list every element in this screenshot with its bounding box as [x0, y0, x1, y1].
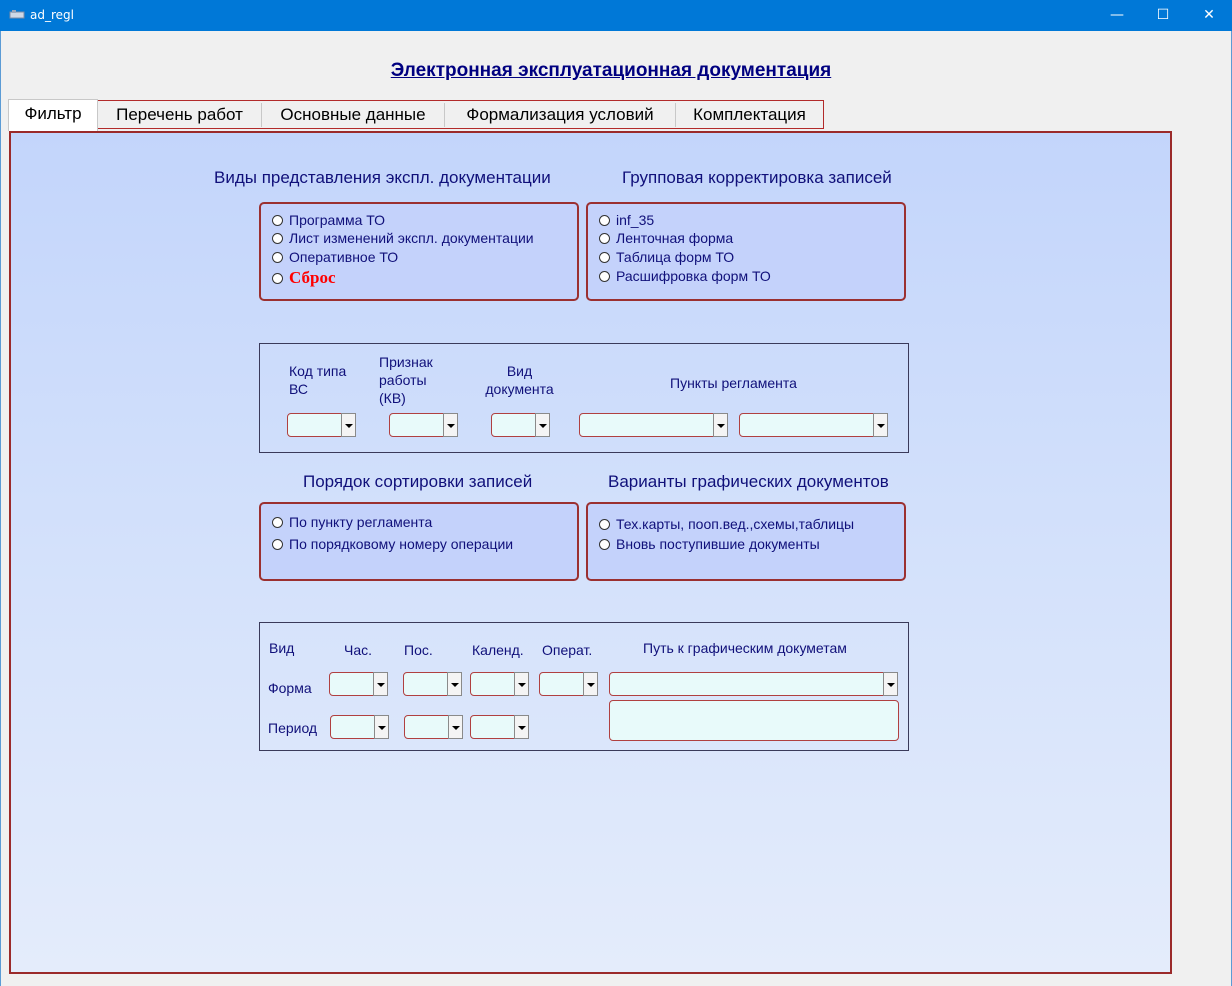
chevron-down-icon[interactable]	[514, 715, 529, 739]
period-label: Период	[268, 720, 318, 736]
doc-type-combo[interactable]	[491, 413, 550, 437]
radio-button[interactable]	[272, 517, 283, 528]
radio-label: Вновь поступившие документы	[616, 536, 820, 552]
close-button[interactable]: ✕	[1203, 7, 1215, 23]
aircraft-type-combo[interactable]	[287, 413, 356, 437]
radio-label: Лист изменений экспл. документации	[289, 230, 534, 246]
form-landings-combo[interactable]	[403, 672, 462, 696]
hours-label: Час.	[344, 642, 373, 658]
chevron-down-icon[interactable]	[713, 413, 728, 437]
minimize-button[interactable]: —	[1110, 7, 1124, 23]
chevron-down-icon[interactable]	[373, 672, 388, 696]
radio-button[interactable]	[599, 233, 610, 244]
radio-button[interactable]	[599, 539, 610, 550]
radio-label-reset: Сброс	[289, 268, 336, 287]
doc-views-title: Виды представления экспл. документации	[214, 168, 551, 187]
period-landings-combo[interactable]	[404, 715, 463, 739]
graphic-docs-title: Варианты графических документов	[608, 472, 889, 491]
tab-equipment[interactable]: Комплектация	[693, 105, 806, 124]
chevron-down-icon[interactable]	[374, 715, 389, 739]
vid-label: Вид	[269, 640, 295, 656]
radio-button[interactable]	[272, 273, 283, 284]
title-bar	[0, 0, 1232, 31]
reg-items-label: Пункты регламента	[670, 375, 797, 391]
radio-button[interactable]	[272, 233, 283, 244]
tab-formalization[interactable]: Формализация условий	[466, 105, 654, 124]
radio-label: По пункту регламента	[289, 514, 433, 530]
work-sign-combo[interactable]	[389, 413, 458, 437]
radio-change-list[interactable]	[272, 230, 534, 246]
radio-button[interactable]	[599, 215, 610, 226]
period-hours-combo[interactable]	[330, 715, 389, 739]
chevron-down-icon[interactable]	[883, 672, 898, 696]
radio-label: Расшифровка форм ТО	[616, 268, 771, 284]
graphic-path-combo[interactable]	[609, 672, 898, 696]
radio-to-forms-decode[interactable]	[599, 268, 771, 284]
operative-label: Операт.	[542, 642, 593, 658]
reg-item-to-combo[interactable]	[739, 413, 888, 437]
radio-label: Программа ТО	[289, 212, 386, 228]
form-calendar-combo[interactable]	[470, 672, 529, 696]
aircraft-type-label: Код типа ВС	[289, 363, 347, 397]
radio-label: Тех.карты, пооп.вед.,схемы,таблицы	[616, 516, 855, 532]
radio-button[interactable]	[272, 252, 283, 263]
radio-label: По порядковому номеру операции	[289, 536, 514, 552]
radio-reset[interactable]	[272, 268, 335, 288]
landings-label: Пос.	[404, 642, 433, 658]
chevron-down-icon[interactable]	[583, 672, 598, 696]
radio-new-docs[interactable]	[599, 536, 820, 552]
radio-tech-cards[interactable]	[599, 516, 854, 532]
tab-filter[interactable]: Фильтр	[8, 99, 98, 131]
radio-program-to[interactable]	[272, 212, 385, 228]
doc-type-label: Вид документа	[485, 363, 554, 397]
chevron-down-icon[interactable]	[514, 672, 529, 696]
radio-tape-form[interactable]	[599, 230, 733, 246]
chevron-down-icon[interactable]	[341, 413, 356, 437]
window-title: ad_regl	[30, 8, 74, 22]
form-label: Форма	[268, 680, 312, 696]
form-hours-combo[interactable]	[329, 672, 388, 696]
radio-button[interactable]	[599, 252, 610, 263]
chevron-down-icon[interactable]	[535, 413, 550, 437]
radio-label: inf_35	[616, 212, 655, 228]
radio-label: Ленточная форма	[616, 230, 734, 246]
calendar-label: Календ.	[472, 642, 524, 658]
radio-label: Таблица форм ТО	[616, 249, 735, 265]
page-title: Электронная эксплуатационная документация	[390, 60, 832, 81]
radio-button[interactable]	[272, 539, 283, 550]
tab-main-data[interactable]: Основные данные	[280, 105, 426, 124]
app-icon	[9, 9, 25, 21]
sort-order-title: Порядок сортировки записей	[303, 472, 533, 491]
graphic-path-text[interactable]	[609, 700, 899, 741]
maximize-button[interactable]: ☐	[1156, 7, 1170, 23]
reg-item-from-combo[interactable]	[579, 413, 728, 437]
radio-inf35[interactable]	[599, 212, 654, 228]
work-sign-label: Признак работы (КВ)	[379, 354, 433, 406]
chevron-down-icon[interactable]	[447, 672, 462, 696]
radio-by-reg-item[interactable]	[272, 514, 432, 530]
chevron-down-icon[interactable]	[448, 715, 463, 739]
radio-label: Оперативное ТО	[289, 249, 399, 265]
chevron-down-icon[interactable]	[873, 413, 888, 437]
path-label: Путь к графическим докуметам	[643, 640, 847, 656]
radio-button[interactable]	[599, 519, 610, 530]
radio-by-op-number[interactable]	[272, 536, 513, 552]
radio-button[interactable]	[599, 271, 610, 282]
radio-operative-to[interactable]	[272, 249, 398, 265]
period-calendar-combo[interactable]	[470, 715, 529, 739]
form-operative-combo[interactable]	[539, 672, 598, 696]
radio-to-forms-table[interactable]	[599, 249, 734, 265]
window-border-left	[0, 31, 1, 986]
group-edit-title: Групповая корректировка записей	[622, 168, 892, 187]
chevron-down-icon[interactable]	[443, 413, 458, 437]
tab-work-list[interactable]: Перечень работ	[116, 105, 243, 124]
radio-button[interactable]	[272, 215, 283, 226]
